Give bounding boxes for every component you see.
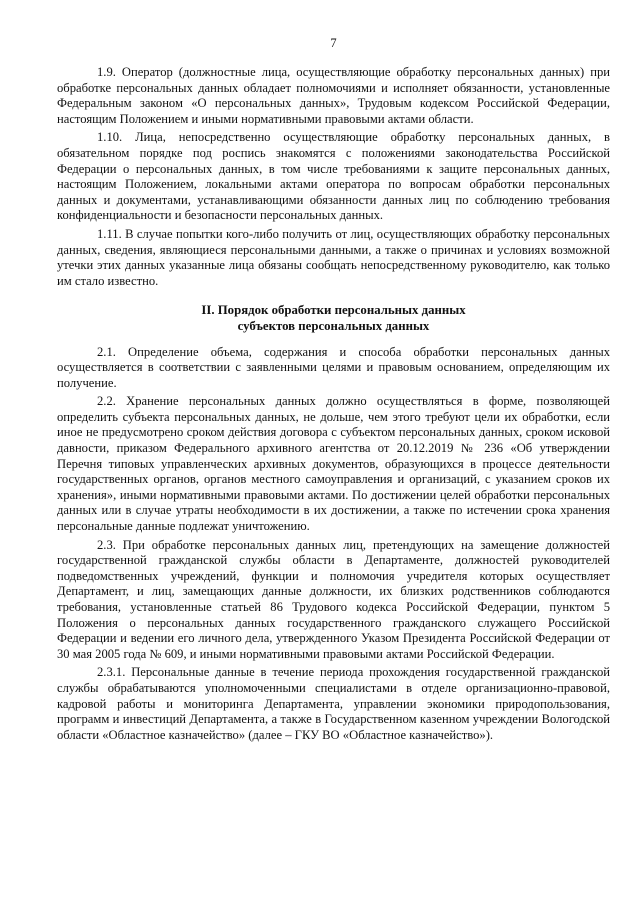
paragraph-1-10: 1.10. Лица, непосредственно осуществляющие обработку персональных данных, в обязательном порядке под роспись знакомятся с положениями законодательства Российской Федерации о персональных данных, в том числе требованиями к защите персональных данных, настоящим Положением, локальными актами оператора по вопросам обработки персональных данных и документами, устанавливающими обязанности данных лиц по соблюдению требования конфиденциальности и безопасности персональных данных. xyxy=(57,130,610,223)
page-number: 7 xyxy=(330,36,337,50)
paragraph-2-1: 2.1. Определение объема, содержания и способа обработки персональных данных осуществляется в соответствии с заявленными целями и правовым основанием, определяющим их получение. xyxy=(57,344,610,390)
paragraph-2-3-1: 2.3.1. Персональные данные в течение периода прохождения государственной гражданской службы обрабатываются уполномоченными специалистами в отделе организационно-правовой, кадровой работы и мониторинга Департамента, управлении экономики природопользования, программ и инвестиций Департамента, а также в Государственном казенном учреждении Вологодской области «Областное казначейство» (далее – ГКУ ВО «Областное казначейство»). xyxy=(57,665,610,742)
paragraph-1-9: 1.9. Оператор (должностные лица, осуществляющие обработку персональных данных) при обработке персональных данных обладает полномочиями и исполняет обязанности, установленные Федеральным законом «О персональных данных», Трудовым кодексом Российской Федерации, настоящим Положением и иными нормативными правовыми актами области. xyxy=(57,65,610,126)
paragraph-1-11: 1.11. В случае попытки кого-либо получить от лиц, осуществляющих обработку персональных данных, сведения, являющиеся персональными данными, а также о причинах и условиях возможной утечки этих данных указанные лица обязаны сообщать непосредственному руководителю, как только им стало известно. xyxy=(57,226,610,288)
paragraph-2-2: 2.2. Хранение персональных данных должно осуществляться в форме, позволяющей определить субъекта персональных данных, не дольше, чем этого требуют цели их обработки, если иное не предусмотрено сроком действия договора с субъектом персональных данных, сроком исковой давности, приказом Федерального архивного агентства от 20.12.2019 № 236 «Об утверждении Перечня типовых управленческих архивных документов, образующихся в процессе деятельности государственных органов, органов местного самоуправления и организаций, с указанием сроков их хранения», иными нормативными правовыми актами. По достижении целей обработки персональных данных или в случае утраты необходимости в их достижении, а также по истечении срока хранения персональные данные подлежат уничтожению. xyxy=(57,394,610,534)
paragraph-2-3: 2.3. При обработке персональных данных лиц, претендующих на замещение должностей государственной гражданской службы области в Департаменте, должностей руководителей подведомственных учреждений, функции и полномочия учредителя которых осуществляет Департамент, и лиц, замещающих данные должности, их близких родственников соблюдаются требования, установленные статьей 86 Трудового кодекса Российской Федерации, пунктом 5 Положения о персональных данных государственного гражданского служащего Российской Федерации и ведении его личного дела, утвержденного Указом Президента Российской Федерации от 30 мая 2005 года № 609, и иными нормативными правовыми актами Российской Федерации. xyxy=(57,537,610,661)
section-heading-line-2: субъектов персональных данных xyxy=(237,318,430,333)
section-heading xyxy=(57,303,610,334)
section-heading-line-1: II. Порядок обработки персональных данных xyxy=(201,303,466,318)
